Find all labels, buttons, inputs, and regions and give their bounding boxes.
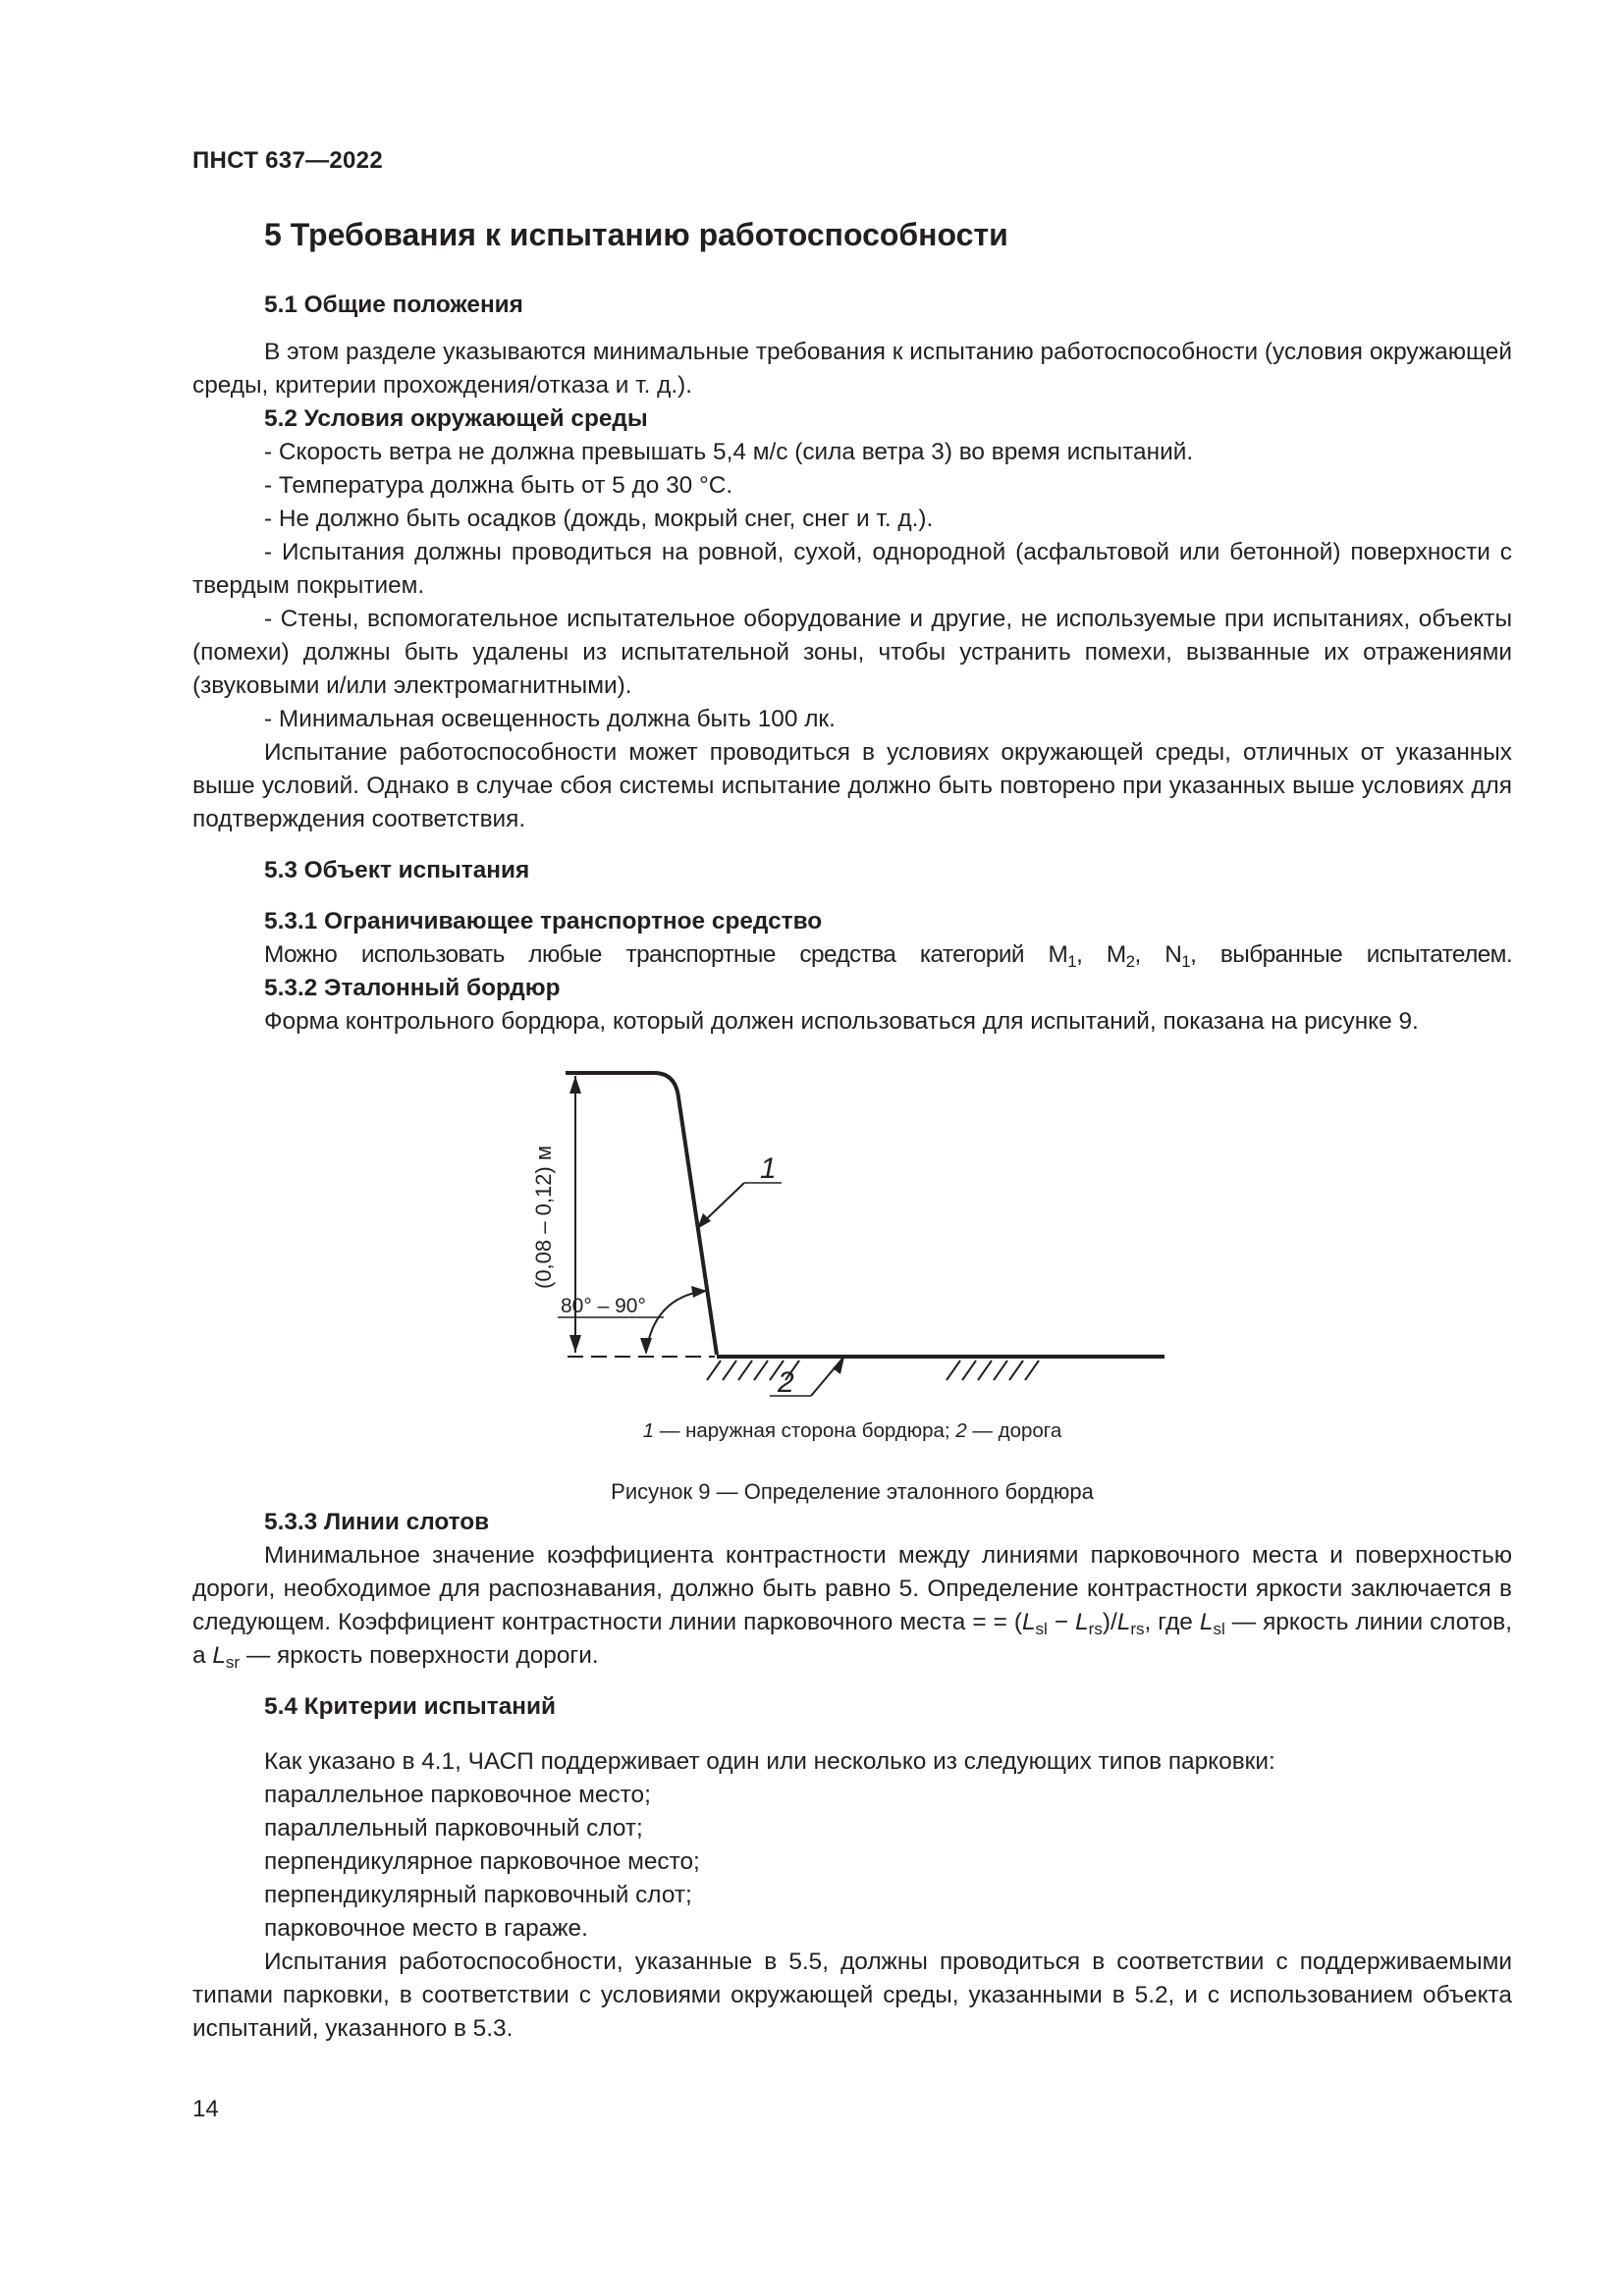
condition-item: - Не должно быть осадков (дождь, мокрый снег, снег и т. д.).	[264, 506, 934, 532]
angle-arc	[646, 1291, 705, 1353]
curb-diagram	[507, 1041, 1194, 1467]
parking-type-item: параллельное парковочное место;	[264, 1782, 651, 1808]
section-5-3-2-text: Форма контрольного бордюра, который должен использоваться для испытаний, показана на рисунке 9.	[264, 1008, 1419, 1035]
angle-label: 80° – 90°	[561, 1295, 646, 1317]
page-number: 14	[192, 2096, 219, 2122]
arrow-up-icon	[569, 1076, 581, 1094]
section-5-3-2-title: 5.3.2 Эталонный бордюр	[264, 975, 561, 1001]
page-content	[192, 216, 1512, 2046]
section-5-4-intro: Как указано в 4.1, ЧАСП поддерживает один или несколько из следующих типов парковки:	[264, 1748, 1275, 1775]
condition-item: - Минимальная освещенность должна быть 100 лк.	[264, 706, 836, 732]
arrow-right-icon	[691, 1286, 707, 1298]
figure-9	[192, 1041, 1512, 1467]
section-5-2-note: Испытание работоспособности может проводиться в условиях окружающей среды, отличных от указанных выше условий. Однако в случае сбоя системы испытание должно быть повторено при указанных выше условиях для подтверждения соответствия.	[192, 739, 1512, 832]
section-5-1-title: 5.1 Общие положения	[264, 292, 523, 318]
condition-item: - Испытания должны проводиться на ровной, сухой, однородной (асфальтовой или бетонной) поверхности с твердым покрытием.	[192, 539, 1512, 599]
section-5-3-1-title: 5.3.1 Ограничивающее транспортное средство	[264, 908, 823, 934]
section-5-3-title: 5.3 Объект испытания	[264, 857, 530, 883]
arrow-icon	[833, 1357, 844, 1374]
section-5-3-3-title: 5.3.3 Линии слотов	[264, 1509, 490, 1535]
section-5-4-title: 5.4 Критерии испытаний	[264, 1693, 556, 1720]
parking-type-item: перпендикулярное парковочное место;	[264, 1848, 700, 1875]
section-5-4-text: Испытания работоспособности, указанные в 5.5, должны проводиться в соответствии с поддерживаемыми типами парковки, в соответствии с условиями окружающей среды, указанными в 5.2, и с использованием объекта испытаний, указанного в 5.3.	[192, 1949, 1512, 2042]
document-header: ПНСТ 637—2022	[192, 147, 383, 174]
parking-type-item: параллельный парковочный слот;	[264, 1815, 643, 1842]
condition-item: - Стены, вспомогательное испытательное оборудование и другие, не используемые при испытаниях, объекты (помехи) должны быть удалены из испытательной зоны, чтобы устранить помехи, вызванные их отражениями (звуковыми и/или электромагнитными).	[192, 606, 1512, 699]
parking-type-item: парковочное место в гараже.	[264, 1915, 588, 1942]
figure-caption: Рисунок 9 — Определение эталонного бордюра	[611, 1479, 1094, 1504]
section-5-3-1-text: Можно использовать любые транспортные средства категорий $М_1$, $М_2$, $N_1$, выбранные испытателем.	[264, 941, 1513, 971]
condition-item: - Скорость ветра не должна превышать 5,4 м/с (сила ветра 3) во время испытаний.	[264, 439, 1194, 465]
arrow-down-icon	[640, 1338, 652, 1355]
section-5-1-text: В этом разделе указываются минимальные требования к испытанию работоспособности (условия окружающей среды, критерии прохождения/отказа и т. д.).	[192, 339, 1512, 399]
arrow-down-icon	[569, 1335, 581, 1353]
section-5-title: 5 Требования к испытанию работоспособности	[264, 217, 1008, 252]
road-hatching	[707, 1361, 1039, 1380]
parking-type-item: перпендикулярный парковочный слот;	[264, 1882, 692, 1908]
callout-2-label: 2	[778, 1366, 794, 1399]
condition-item: - Температура должна быть от 5 до 30 °С.	[264, 472, 733, 499]
height-label: (0,08 – 0,12) м	[531, 1146, 556, 1289]
section-5-2-title: 5.2 Условия окружающей среды	[264, 405, 648, 432]
figure-legend: 1 — наружная сторона бордюра; 2 — дорога	[642, 1419, 1062, 1442]
callout-1-label: 1	[760, 1152, 777, 1185]
section-5-3-3-text: Минимальное значение коэффициента контрастности между линиями парковочного места и поверхностью дороги, необходимое для распознавания, должно быть равно 5. Определение контрастности яркости заключается в следующем. Коэффициент контрастности линии парковочного места = = $(L_{sl} - L_{rs})/L_{rs}$, где $L_{sl}$ — яркость линии слотов, а $L_{sr}$ — яркость поверхности дороги.	[192, 1542, 1512, 1672]
